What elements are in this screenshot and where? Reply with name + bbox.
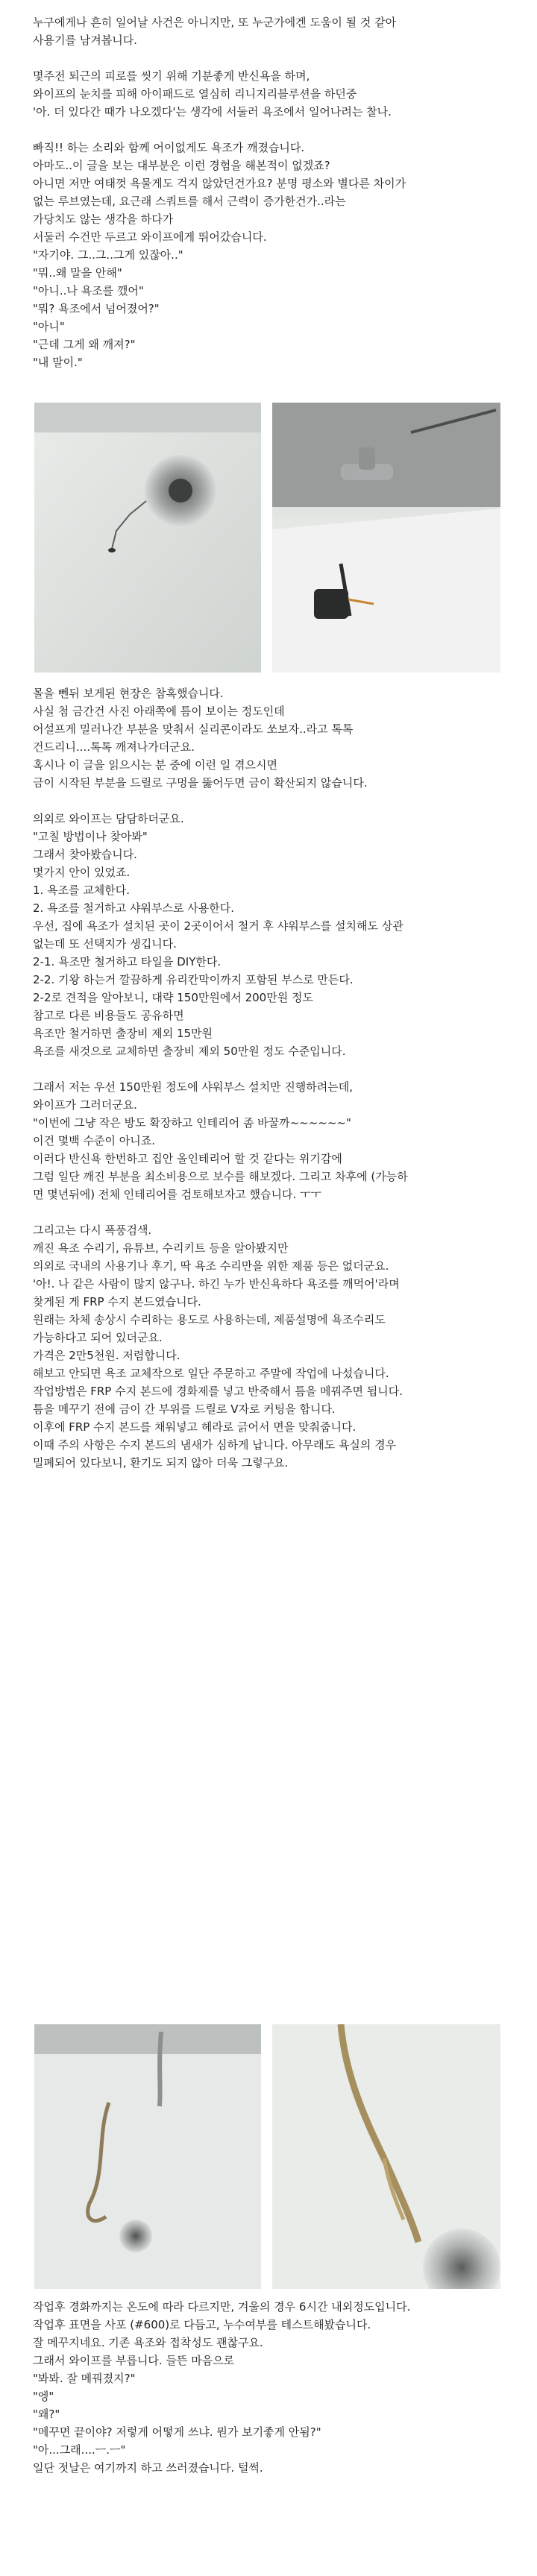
text-line: "내 말이." (33, 356, 83, 369)
text-line: 몰을 뻰뒤 보게된 현장은 참혹했습니다. (33, 687, 224, 700)
text-line: 2-2로 견적을 알아보니, 대략 150만원에서 200만원 정도 (33, 991, 313, 1004)
text-line: 금이 시작된 부분을 드릴로 구멍을 뚫어두면 금이 확산되지 않습니다. (33, 776, 368, 790)
text-line: "근데 그게 왜 깨져?" (33, 338, 136, 351)
text-line: "봐봐. 잘 메꿔졌지?" (33, 2372, 136, 2385)
text-line: 없는데 또 선택지가 생깁니다. (33, 937, 177, 951)
text-line: '아!. 나 같은 사람이 많지 않구나. 하긴 누가 반신욕하다 욕조를 깨먹어'라며 (33, 1277, 400, 1291)
text-line: 해보고 안되면 욕조 교체작으로 일단 주문하고 주말에 작업에 나섰습니다. (33, 1367, 389, 1380)
text-line: 건드리니....톡톡 깨져나가더군요. (33, 740, 195, 754)
text-line: '아. 더 있다간 때가 나오겠다'는 생각에 서둘러 욕조에서 일어나려는 찰나. (33, 105, 392, 119)
text-line: 이후에 FRP 수지 본드를 채워넣고 헤라로 긁어서 면을 맞춰줍니다. (33, 1420, 357, 1434)
post-text-section-3 (33, 2298, 518, 2477)
text-line: 없는 루브였는데, 요근래 스쿼트를 해서 근력이 증가한건가..라는 (33, 195, 346, 208)
text-line: 그래서 와이프를 부릅니다. 들뜬 마음으로 (33, 2354, 235, 2367)
text-line: 누구에게나 흔히 일어날 사건은 아니지만, 또 누군가에겐 도움이 될 것 같아 (33, 16, 397, 29)
photo-bathtub-faucet-drill (272, 403, 500, 673)
text-line: 그래서 저는 우선 150만원 정도에 샤워부스 설치만 진행하려는데, (33, 1080, 354, 1094)
text-line: 우선, 집에 욕조가 설치된 곳이 2곳이어서 철거 후 샤워부스를 설치해도 상관 (33, 919, 403, 933)
text-line: 사용기를 남겨봅니다. (33, 34, 137, 47)
text-line: 찾게된 게 FRP 수지 본드였습니다. (33, 1295, 201, 1309)
text-line: 2. 욕조를 철거하고 샤워부스로 사용한다. (33, 901, 234, 915)
photo-filled-crack-closeup (272, 2024, 500, 2289)
paragraph-gap (33, 1060, 518, 1078)
text-line: 와이프가 그러더군요. (33, 1098, 137, 1112)
text-line: "엥" (33, 2390, 54, 2403)
paragraph-gap (33, 49, 518, 67)
text-line: 이러다 반신욕 한번하고 집안 올인테리어 할 것 같다는 위기감에 (33, 1152, 342, 1165)
paragraph-gap (33, 121, 518, 139)
text-line: 그럼 일단 깨진 부분을 최소비용으로 보수를 해보겠다. 그리고 차후에 (가능하 (33, 1170, 408, 1183)
text-line: "아니..나 욕조를 깼어" (33, 284, 144, 297)
text-line: 이때 주의 사항은 수지 본드의 냄새가 심하게 납니다. 아무래도 욕실의 경우 (33, 1438, 397, 1452)
text-line: 혹시나 이 글을 읽으시는 분 중에 이런 일 겪으시면 (33, 758, 277, 772)
text-line: 몇주전 퇴근의 피로를 씻기 위해 기분좋게 반신욕을 하며, (33, 69, 310, 83)
text-line: 의외로 와이프는 담담하더군요. (33, 812, 184, 825)
post-text-section-2 (33, 684, 518, 1472)
text-line: 1. 욕조를 교체한다. (33, 884, 131, 897)
text-line: 틈을 메꾸기 전에 금이 간 부위를 드릴로 V자로 커팅을 합니다. (33, 1402, 336, 1416)
text-line: 의외로 국내의 사용기나 후기, 딱 욕조 수리만을 위한 제품 등은 없더군요. (33, 1259, 389, 1273)
text-line: "고칠 방법이나 찾아봐" (33, 830, 148, 843)
paragraph-gap (33, 792, 518, 810)
text-line: 일단 젓날은 여기까지 하고 쓰러졌습니다. 털썩. (33, 2461, 263, 2475)
post-text-section-1 (33, 13, 518, 371)
text-line: 가당치도 않는 생각을 하다가 (33, 212, 174, 226)
text-line: 2-1. 욕조만 철거하고 타일을 DIY한다. (33, 955, 222, 969)
text-line: 밀폐되어 있다보니, 환기도 되지 않아 더욱 그렇구요. (33, 1456, 289, 1470)
text-line: 원래는 차체 송상시 수리하는 용도로 사용하는데, 제품설명에 욕조수리도 (33, 1313, 386, 1326)
text-line: 와이프의 눈치를 피해 아이패드로 열심히 리니지리블루션을 하던중 (33, 87, 357, 101)
text-line: 몇가지 안이 있었죠. (33, 866, 131, 879)
text-line: 작업방법은 FRP 수지 본드에 경화제를 넣고 반죽해서 틈을 메꿔주면 됩니다. (33, 1385, 403, 1398)
text-line: 아마도..이 글을 보는 대부분은 이런 경험을 해본적이 없겠죠? (33, 159, 330, 172)
text-line: 잘 메꾸지네요. 기존 욕조와 접착성도 괜찮구요. (33, 2336, 263, 2349)
text-line: 참고로 다른 비용들도 공유하면 (33, 1009, 184, 1022)
text-line: "이번에 그냥 작은 방도 확장하고 인테리어 좀 바꿀까~~~~~~" (33, 1116, 351, 1130)
paragraph-gap (33, 1203, 518, 1221)
text-line: 욕조를 새것으로 교체하면 출장비 제외 50만원 정도 수준입니다. (33, 1045, 346, 1058)
text-line: 어설프게 밀러나간 부분을 맞춰서 실리콘이라도 쏘보자..라고 톡톡 (33, 722, 354, 736)
photo-bathtub-drain-crack (34, 403, 261, 673)
text-line: 작업후 표면을 사포 (#600)로 다듬고, 누수여부를 테스트해봤습니다. (33, 2318, 371, 2331)
text-line: 그리고는 다시 폭풍검색. (33, 1224, 152, 1237)
text-line: 사실 첨 금간건 사진 아래쪽에 틈이 보이는 정도인데 (33, 705, 285, 718)
text-line: "아니" (33, 320, 65, 333)
text-line: 깨진 욕조 수리기, 유튜브, 수리키트 등을 알아봤지만 (33, 1241, 289, 1255)
text-line: "왜?" (33, 2407, 60, 2421)
text-line: 가능하다고 되어 있더군요. (33, 1331, 163, 1344)
text-line: 아니면 저만 여태껏 욕물게도 걱지 않았던건가요? 분명 평소와 별다른 차이가 (33, 177, 406, 190)
text-line: 서둘러 수건만 두르고 와이프에게 뛰어갔습니다. (33, 230, 267, 244)
text-line: "메꾸면 끝이야? 저렇게 어떻게 쓰냐. 뭔가 보기좋게 안됨?" (33, 2425, 321, 2439)
text-line: "아...그래....ㅡ.ㅡ" (33, 2443, 126, 2457)
text-line: 욕조만 철거하면 출장비 제외 15만원 (33, 1027, 213, 1040)
text-line: 이건 몇백 수준이 아니죠. (33, 1134, 155, 1147)
text-line: 그래서 찾아봤습니다. (33, 848, 137, 861)
text-line: 면 몇년뒤에) 전체 인테리어를 검토해보자고 했습니다. ㅜㅜ (33, 1188, 321, 1201)
text-line: 빠직!! 하는 소리와 함께 어이없게도 욕조가 깨졌습니다. (33, 141, 305, 154)
text-line: 작업후 경화까지는 온도에 따라 다르지만, 겨울의 경우 6시간 내외정도입니다. (33, 2300, 411, 2314)
text-line: "자기야. 그..그..그게 있잖아.." (33, 248, 183, 262)
text-line: 가격은 2만5천원. 저렴합니다. (33, 1349, 180, 1362)
text-line: "뭐..왜 말을 안해" (33, 266, 122, 280)
text-line: 2-2. 기왕 하는거 깔끔하게 유리칸막이까지 포함된 부스로 만든다. (33, 973, 354, 986)
text-line: "뭐? 욕조에서 넘어졌어?" (33, 302, 160, 315)
photo-filled-crack-drain (34, 2024, 261, 2289)
